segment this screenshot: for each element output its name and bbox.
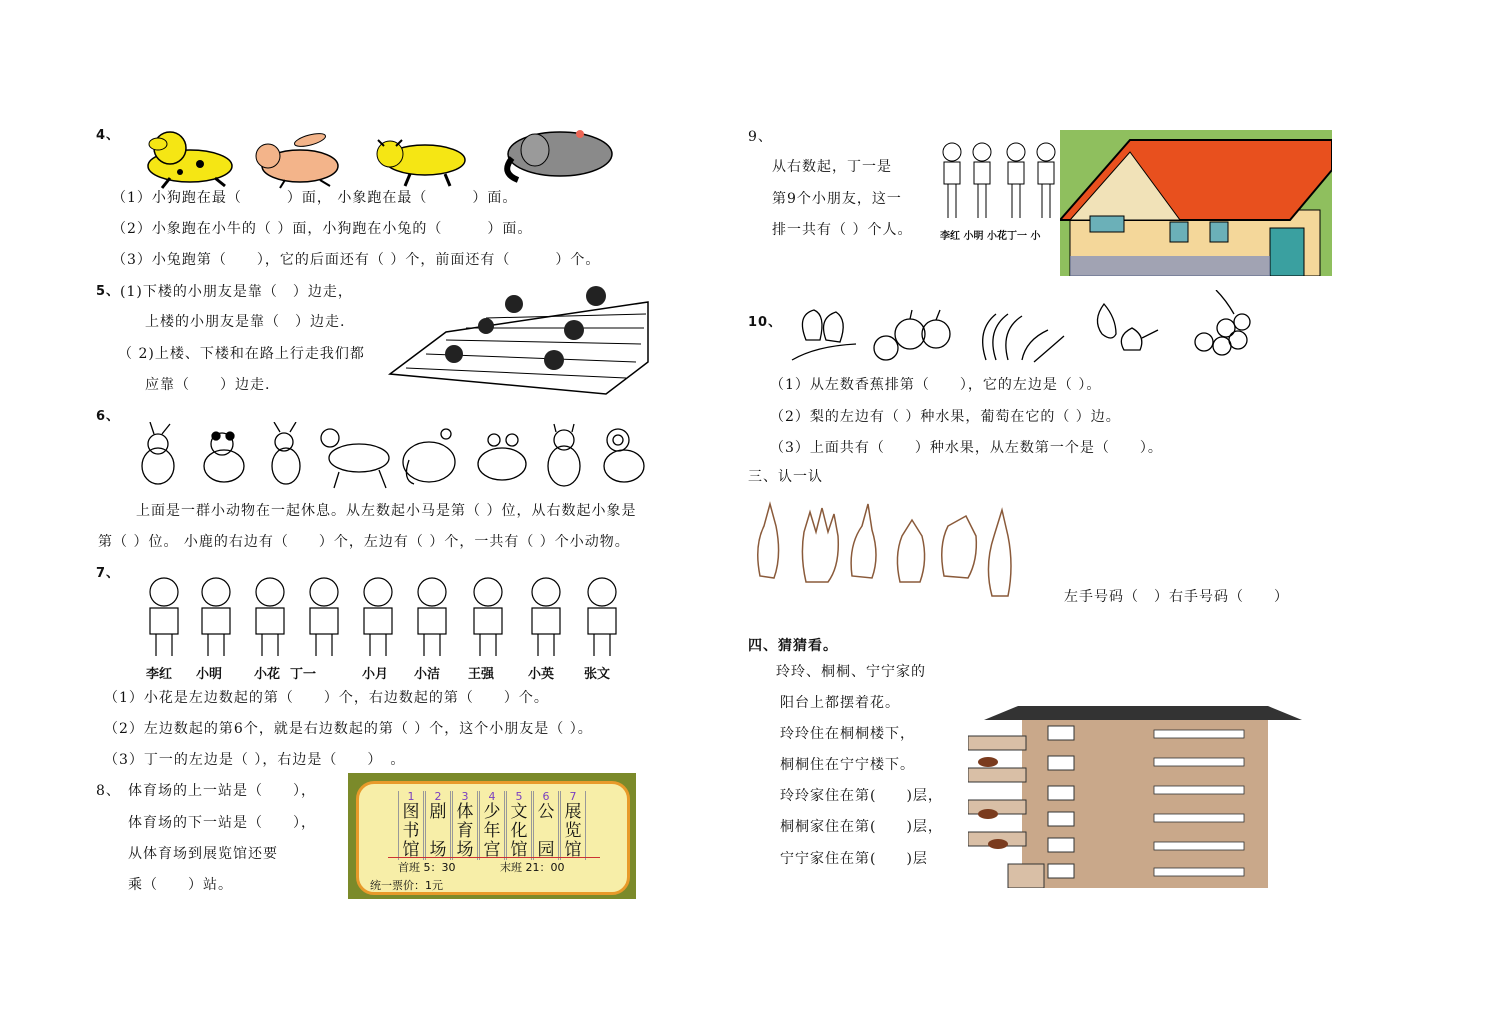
bus-stop-char: 年 xyxy=(483,821,501,841)
panda-icon xyxy=(204,432,244,482)
hand-code-question: 左手号码（ ）右手号码（ ） xyxy=(1064,589,1289,605)
q6-line-2: 第（ ）位。 小鹿的右边有（ ）个，左边有（ ）个，一共有（ ）个小动物。 xyxy=(98,534,630,550)
q4-line-1: （1）小狗跑在最（ ）面， 小象跑在最（ ）面。 xyxy=(112,190,518,206)
bus-stop-char: 宫 xyxy=(483,840,501,860)
bus-stop-number: 3 xyxy=(461,790,469,803)
bus-stop-char: 场 xyxy=(429,840,447,860)
q8-line-2: 体育场的下一站是（ ）， xyxy=(128,815,316,831)
q9-line-1: 从右数起，丁一是 xyxy=(772,159,892,175)
q9-number: 9、 xyxy=(748,129,773,145)
q9-line-3: 排一共有（ ）个人。 xyxy=(772,222,913,238)
bus-stop-char: 馆 xyxy=(402,840,420,860)
bus-stop-char: 馆 xyxy=(564,840,582,860)
bus-stop-char: 少 xyxy=(483,802,501,822)
bus-stop-char: 体 xyxy=(456,802,474,822)
cat-icon xyxy=(548,424,580,486)
bus-stop-char: 公 xyxy=(537,802,555,822)
q10-number: 10、 xyxy=(748,315,783,330)
child-name-1: 李红 xyxy=(146,667,173,682)
frog-icon xyxy=(478,434,526,480)
bus-stop-5 xyxy=(506,791,532,860)
q5-line-4: 应靠（ ）边走. xyxy=(145,377,271,393)
child-name-7: 王强 xyxy=(468,667,495,682)
bus-route-sign xyxy=(348,773,636,899)
banana-icon xyxy=(983,314,1064,362)
animals-resting-picture xyxy=(134,422,654,492)
bus-stop-char: 化 xyxy=(510,821,528,841)
q4-line-2: （2）小象跑在小牛的（ ）面，小狗跑在小兔的（ ）面。 xyxy=(112,221,533,237)
apartment-building-picture xyxy=(968,702,1302,888)
cow-icon xyxy=(377,140,465,186)
section-3-title: 三、认一认 xyxy=(748,469,823,485)
bus-stop-3 xyxy=(452,791,478,860)
hand-sign-1-icon xyxy=(758,504,779,578)
bus-stop-char: 览 xyxy=(564,821,582,841)
child-name-9: 张文 xyxy=(584,667,611,682)
child-name-2: 小明 xyxy=(196,667,223,682)
q7-number: 7、 xyxy=(96,566,121,581)
fruits-picture xyxy=(786,290,1266,366)
s4-line-4: 桐桐住在宁宁楼下。 xyxy=(780,757,915,773)
pear-icon xyxy=(1097,304,1158,350)
bus-stop-number: 5 xyxy=(515,790,523,803)
bus-stop-6 xyxy=(533,791,559,860)
queue-names: 李红 小明 小花丁一 小 xyxy=(940,231,1041,242)
grape-icon xyxy=(1195,290,1250,355)
animals-race-picture xyxy=(140,128,620,190)
q10-line-1: （1）从左数香蕉排第（ ），它的左边是（ ）。 xyxy=(770,377,1102,393)
child-name-4: 丁一 xyxy=(290,667,317,682)
bus-stop-char xyxy=(426,822,450,841)
child-name-8: 小英 xyxy=(528,667,555,682)
bus-stop-2 xyxy=(425,791,451,860)
q6-number: 6、 xyxy=(96,409,121,424)
elephant-icon xyxy=(507,130,612,180)
bus-stop-char: 园 xyxy=(537,840,555,860)
first-bus-time: 首班 5：30 xyxy=(398,861,456,874)
q10-line-2: （2）梨的左边有（ ）种水果，葡萄在它的（ ）边。 xyxy=(770,409,1121,425)
bus-stop-number: 7 xyxy=(569,790,577,803)
hand-signs-picture xyxy=(752,496,1028,604)
q10-line-3: （3）上面共有（ ）种水果，从左数第一个是（ ）。 xyxy=(770,440,1163,456)
hand-sign-6-icon xyxy=(988,510,1011,596)
q7-line-3: （3）丁一的左边是（ ），右边是（ ） 。 xyxy=(104,752,406,768)
last-bus-time: 末班 21：00 xyxy=(500,861,565,874)
q9-line-2: 第9个小朋友，这一 xyxy=(772,191,902,207)
q8-line-4: 乘（ ）站。 xyxy=(128,877,233,893)
s4-line-2: 阳台上都摆着花。 xyxy=(780,695,900,711)
child-name-3: 小花 xyxy=(254,667,281,682)
q6-line-1: 上面是一群小动物在一起休息。从左数起小马是第（ ）位，从右数起小象是 xyxy=(136,503,637,519)
bus-stop-char xyxy=(534,822,558,841)
stairs-picture xyxy=(386,282,656,400)
hand-sign-3-icon xyxy=(851,504,876,578)
rabbit-icon xyxy=(142,422,174,484)
hand-sign-2-icon xyxy=(802,508,838,582)
q4-line-3: （3）小兔跑第（ ），它的后面还有（ ）个，前面还有（ ）个。 xyxy=(112,252,601,268)
q7-line-1: （1）小花是左边数起的第（ ）个，右边数起的第（ ）个。 xyxy=(104,690,549,706)
s4-line-3: 玲玲住在桐桐楼下， xyxy=(780,726,915,742)
bus-stop-char: 馆 xyxy=(510,840,528,860)
bus-stop-char: 文 xyxy=(510,802,528,822)
q5-line-1: (1)下楼的小朋友是靠（ ）边走， xyxy=(120,284,353,300)
house-picture xyxy=(1060,130,1332,276)
s4-line-1: 玲玲、桐桐、宁宁家的 xyxy=(776,664,926,680)
children-row-picture xyxy=(136,574,636,658)
s4-line-6: 桐桐家住在第( )层， xyxy=(780,819,943,835)
bus-stop-number: 1 xyxy=(407,790,415,803)
horse-icon xyxy=(321,429,389,488)
bus-stop-1 xyxy=(398,791,424,860)
s4-line-7: 宁宁家住在第( )层 xyxy=(780,851,928,867)
bus-stop-4 xyxy=(479,791,505,860)
s4-line-5: 玲玲家住在第( )层， xyxy=(780,788,943,804)
fare-price: 统一票价：1元 xyxy=(370,879,443,892)
section-4-title: 四、猜猜看。 xyxy=(748,638,838,654)
deer-icon xyxy=(272,422,300,484)
hand-sign-5-icon xyxy=(942,516,977,578)
peach-icon xyxy=(792,310,856,360)
q4-number: 4、 xyxy=(96,128,121,143)
q8-line-1: 体育场的上一站是（ ）， xyxy=(128,783,316,799)
elephant-icon xyxy=(403,429,455,484)
q8-number: 8、 xyxy=(96,783,121,799)
hand-sign-4-icon xyxy=(897,520,924,582)
bus-stop-char: 育 xyxy=(456,821,474,841)
q7-line-2: （2）左边数起的第6个，就是右边数起的第（ ）个，这个小朋友是（ ）。 xyxy=(104,721,593,737)
bus-stop-char: 书 xyxy=(402,821,420,841)
apple-icon xyxy=(874,310,950,360)
bus-stop-char: 场 xyxy=(456,840,474,860)
q5-number: 5、 xyxy=(96,284,121,299)
q5-line-3: （ 2)上楼、下楼和在路上行走我们都 xyxy=(118,346,365,362)
monkey-icon xyxy=(604,429,644,482)
q5-line-2: 上楼的小朋友是靠（ ）边走. xyxy=(145,314,346,330)
bus-stop-number: 4 xyxy=(488,790,496,803)
rabbit-icon xyxy=(256,131,338,188)
bus-stop-number: 2 xyxy=(434,790,442,803)
bus-stop-char: 图 xyxy=(402,802,420,822)
bus-stop-number: 6 xyxy=(542,790,550,803)
dog-icon xyxy=(148,132,232,188)
bus-stop-char: 展 xyxy=(564,802,582,822)
child-name-6: 小洁 xyxy=(414,667,441,682)
child-name-5: 小月 xyxy=(362,667,389,682)
q8-line-3: 从体育场到展览馆还要 xyxy=(128,846,278,862)
bus-stop-7 xyxy=(560,791,586,860)
bus-stop-char: 剧 xyxy=(429,802,447,822)
